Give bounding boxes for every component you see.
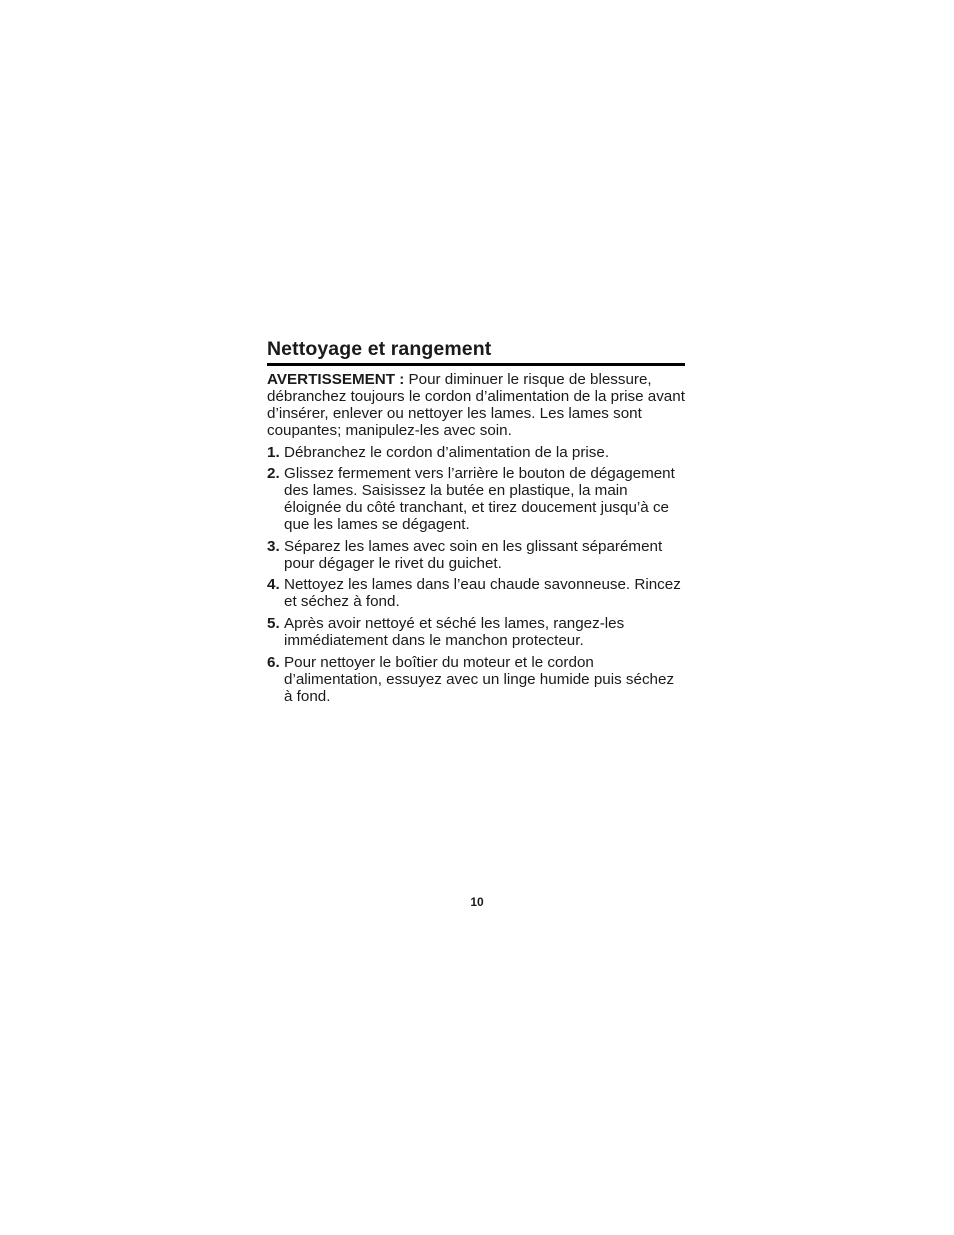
cleaning-section bbox=[267, 337, 685, 705]
step-number: 5. bbox=[267, 614, 280, 632]
step-text: Nettoyez les lames dans l’eau chaude savonneuse. Rincez et séchez à fond. bbox=[284, 576, 681, 611]
warning-label: AVERTISSEMENT : bbox=[267, 371, 405, 388]
step-text: Pour nettoyer le boîtier du moteur et le cordon d’alimentation, essuyez avec un linge humide puis séchez à fond. bbox=[284, 653, 675, 705]
step-number: 6. bbox=[267, 653, 280, 671]
list-item bbox=[267, 538, 685, 572]
list-item bbox=[267, 615, 685, 649]
step-text: Glissez fermement vers l’arrière le bouton de dégagement des lames. Saisissez la butée en plastique, la main éloignée du côté tranchant, et tirez doucement jusqu’à ce que les lames se dégagent. bbox=[284, 465, 675, 534]
step-text: Séparez les lames avec soin en les glissant séparément pour dégager le rivet du guichet. bbox=[284, 537, 663, 572]
step-number: 2. bbox=[267, 465, 280, 483]
list-item bbox=[267, 444, 685, 461]
warning-paragraph bbox=[267, 371, 685, 439]
list-item bbox=[267, 654, 685, 705]
steps-list bbox=[267, 444, 685, 705]
step-number: 3. bbox=[267, 537, 280, 555]
list-item bbox=[267, 465, 685, 533]
list-item bbox=[267, 576, 685, 610]
section-title: Nettoyage et rangement bbox=[267, 337, 685, 366]
step-text: Débranchez le cordon d’alimentation de la prise. bbox=[284, 443, 610, 461]
step-number: 4. bbox=[267, 576, 280, 594]
warning-text: Pour diminuer le risque de blessure, débranchez toujours le cordon d’alimentation de la prise avant d’insérer, enlever ou nettoyer les lames. Les lames sont coupantes; manipulez-les avec soin. bbox=[267, 371, 685, 439]
page-number: 10 bbox=[470, 895, 484, 909]
step-number: 1. bbox=[267, 443, 280, 461]
step-text: Après avoir nettoyé et séché les lames, rangez-les immédiatement dans le manchon protecteur. bbox=[284, 614, 625, 649]
